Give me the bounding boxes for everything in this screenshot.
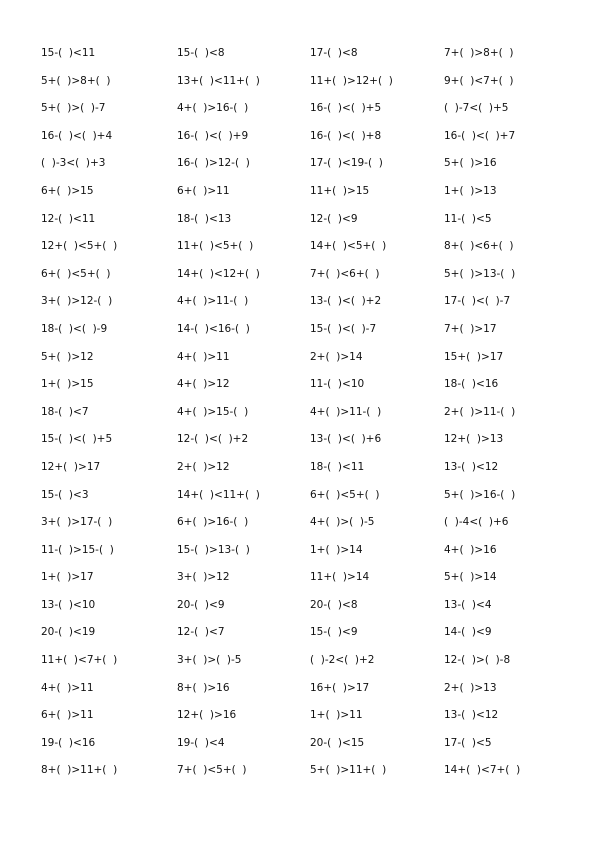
problem-cell: 3+( )>( )-5 xyxy=(177,654,242,667)
problem-cell: 4+( )>15-( ) xyxy=(177,405,249,418)
problem-cell: 7+( )<5+( ) xyxy=(177,764,247,777)
problem-cell: 20-( )<8 xyxy=(310,598,358,611)
problem-cell: 18-( )<13 xyxy=(177,212,232,225)
problem-cell: 16-( )<( )+8 xyxy=(310,129,382,142)
problem-cell: 14+( )<11+( ) xyxy=(177,488,260,501)
problem-cell: 18-( )<16 xyxy=(444,378,499,391)
problem-cell: 15-( )<11 xyxy=(41,47,96,59)
problem-cell: 15-( )<( )-7 xyxy=(310,322,377,335)
problem-cell: 5+( )>12 xyxy=(41,350,94,363)
problem-cell: 19-( )<4 xyxy=(177,736,225,749)
problem-cell: 15+( )>17 xyxy=(444,350,504,363)
problem-cell: 13+( )<11+( ) xyxy=(177,74,260,87)
problem-cell: 11-( )<5 xyxy=(444,212,492,225)
problem-cell: 11+( )<7+( ) xyxy=(41,654,118,667)
problem-cell: 12-( )<( )+2 xyxy=(177,433,249,446)
problem-cell: 15-( )<9 xyxy=(310,626,358,639)
problem-cell: 16-( )>12-( ) xyxy=(177,157,250,170)
problem-cell: 2+( )>14 xyxy=(310,350,363,363)
problem-cell: 15-( )<( )+5 xyxy=(41,433,113,446)
problem-cell: 19-( )<16 xyxy=(41,736,96,749)
problem-cell: 8+( )>16 xyxy=(177,681,230,694)
problem-cell: 11-( )<10 xyxy=(310,378,365,391)
problem-cell: 14+( )<12+( ) xyxy=(177,267,260,280)
problem-cell: 11+( )>14 xyxy=(310,571,370,584)
problem-cell: 12+( )>13 xyxy=(444,433,504,446)
problem-cell: 12-( )>( )-8 xyxy=(444,654,511,667)
problem-cell: 20-( )<19 xyxy=(41,626,96,639)
problem-cell: 14+( )<7+( ) xyxy=(444,764,521,777)
problem-cell: 4+( )>16 xyxy=(444,543,497,556)
problem-cell: 9+( )<7+( ) xyxy=(444,74,514,87)
problem-cell: 8+( )>11+( ) xyxy=(41,764,118,777)
problem-cell: 2+( )>12 xyxy=(177,460,230,473)
problem-cell: 11-( )>15-( ) xyxy=(41,543,114,556)
problem-cell: 3+( )>17-( ) xyxy=(41,516,113,529)
problem-cell: 13-( )<12 xyxy=(444,460,499,473)
problem-cell: 8+( )<6+( ) xyxy=(444,240,514,253)
problem-cell: 5+( )>8+( ) xyxy=(41,74,111,87)
problem-cell: 6+( )>11 xyxy=(177,184,230,197)
problem-cell: 5+( )>11+( ) xyxy=(310,764,387,777)
problem-cell: 7+( )<6+( ) xyxy=(310,267,380,280)
problem-cell: 17-( )<5 xyxy=(444,736,492,749)
problem-cell: 7+( )>8+( ) xyxy=(444,47,514,59)
problem-cell: 4+( )>( )-5 xyxy=(310,516,375,529)
problem-cell: ( )-7<( )+5 xyxy=(444,102,509,115)
problem-cell: 12+( )<5+( ) xyxy=(41,240,118,253)
problem-cell: 13-( )<( )+2 xyxy=(310,295,382,308)
problem-cell: 4+( )>11 xyxy=(41,681,94,694)
problem-cell: 16-( )<( )+5 xyxy=(310,102,382,115)
problem-cell: 16-( )<( )+9 xyxy=(177,129,249,142)
worksheet-grid xyxy=(41,45,581,790)
problem-cell: 5+( )>( )-7 xyxy=(41,102,106,115)
problem-cell: 18-( )<7 xyxy=(41,405,89,418)
problem-cell: 12+( )>16 xyxy=(177,709,237,722)
problem-cell: 15-( )<8 xyxy=(177,47,225,59)
problem-cell: 6+( )<5+( ) xyxy=(41,267,111,280)
problem-cell: 12-( )<9 xyxy=(310,212,358,225)
problem-cell: 12-( )<7 xyxy=(177,626,225,639)
problem-cell: 2+( )>13 xyxy=(444,681,497,694)
problem-cell: 12+( )>17 xyxy=(41,460,101,473)
problem-cell: 20-( )<9 xyxy=(177,598,225,611)
problem-cell: 16-( )<( )+7 xyxy=(444,129,516,142)
problem-cell: 3+( )>12 xyxy=(177,571,230,584)
problem-cell: 2+( )>11-( ) xyxy=(444,405,516,418)
problem-cell: 11+( )>15 xyxy=(310,184,370,197)
problem-cell: ( )-2<( )+2 xyxy=(310,654,375,667)
problem-cell: 4+( )>11-( ) xyxy=(177,295,249,308)
problem-cell: 1+( )>14 xyxy=(310,543,363,556)
problem-cell: 6+( )<5+( ) xyxy=(310,488,380,501)
problem-cell: 14+( )<5+( ) xyxy=(310,240,387,253)
problem-cell: 1+( )>13 xyxy=(444,184,497,197)
problem-cell: 1+( )>17 xyxy=(41,571,94,584)
problem-cell: 20-( )<15 xyxy=(310,736,365,749)
problem-cell: 18-( )<11 xyxy=(310,460,365,473)
problem-cell: 13-( )<12 xyxy=(444,709,499,722)
problem-cell: 12-( )<11 xyxy=(41,212,96,225)
problem-cell: 6+( )>11 xyxy=(41,709,94,722)
problem-cell: 15-( )>13-( ) xyxy=(177,543,250,556)
problem-cell: 13-( )<10 xyxy=(41,598,96,611)
problem-cell: 4+( )>11-( ) xyxy=(310,405,382,418)
problem-cell: ( )-4<( )+6 xyxy=(444,516,509,529)
problem-cell: 11+( )<5+( ) xyxy=(177,240,254,253)
problem-cell: 5+( )>14 xyxy=(444,571,497,584)
problem-cell: 5+( )>16-( ) xyxy=(444,488,516,501)
problem-cell: 13-( )<( )+6 xyxy=(310,433,382,446)
problem-cell: 4+( )>11 xyxy=(177,350,230,363)
problem-cell: 5+( )>13-( ) xyxy=(444,267,516,280)
problem-cell: 3+( )>12-( ) xyxy=(41,295,113,308)
problem-cell: 4+( )>12 xyxy=(177,378,230,391)
problem-cell: 5+( )>16 xyxy=(444,157,497,170)
problem-cell: 18-( )<( )-9 xyxy=(41,322,108,335)
problem-cell: 16-( )<( )+4 xyxy=(41,129,113,142)
problem-cell: 7+( )>17 xyxy=(444,322,497,335)
problem-cell: 13-( )<4 xyxy=(444,598,492,611)
problem-cell: ( )-3<( )+3 xyxy=(41,157,106,170)
problem-cell: 1+( )>15 xyxy=(41,378,94,391)
problem-cell: 17-( )<( )-7 xyxy=(444,295,511,308)
problem-cell: 4+( )>16-( ) xyxy=(177,102,249,115)
problem-cell: 1+( )>11 xyxy=(310,709,363,722)
problem-cell: 6+( )>15 xyxy=(41,184,94,197)
problem-cell: 14-( )<16-( ) xyxy=(177,322,250,335)
problem-cell: 17-( )<19-( ) xyxy=(310,157,383,170)
problem-cell: 16+( )>17 xyxy=(310,681,370,694)
problem-cell: 6+( )>16-( ) xyxy=(177,516,249,529)
problem-cell: 17-( )<8 xyxy=(310,47,358,59)
problem-cell: 11+( )>12+( ) xyxy=(310,74,393,87)
problem-cell: 14-( )<9 xyxy=(444,626,492,639)
problem-cell: 15-( )<3 xyxy=(41,488,89,501)
